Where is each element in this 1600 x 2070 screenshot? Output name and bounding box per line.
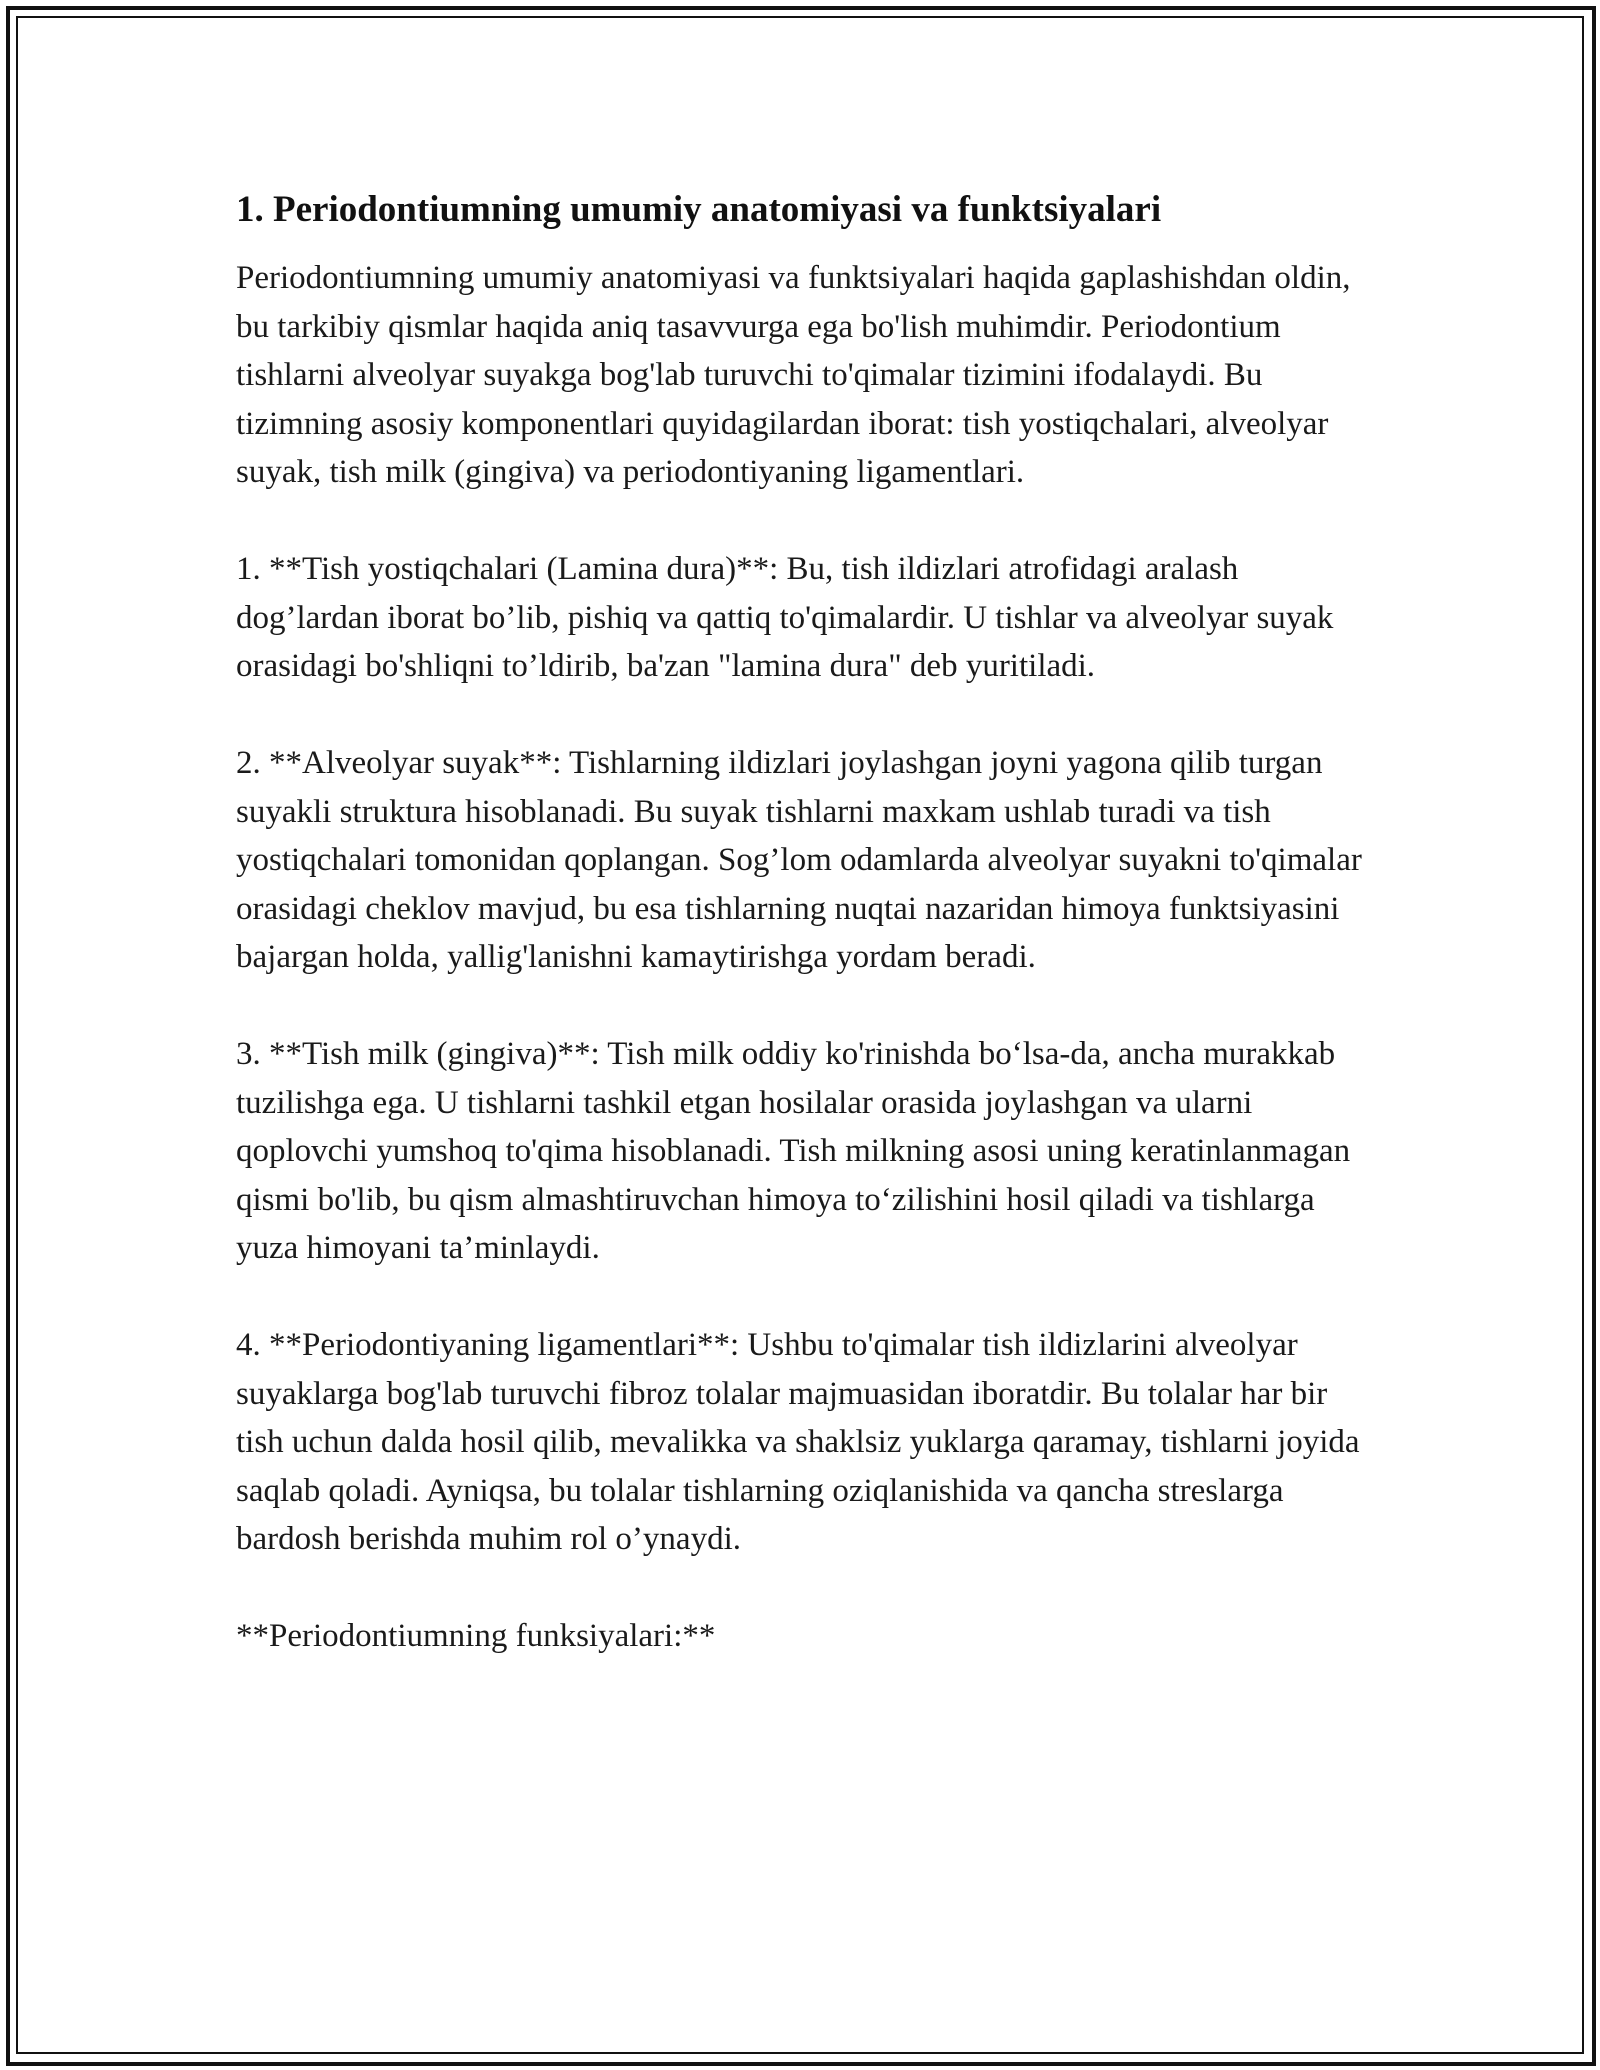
- paragraph-alveolar-bone: 2. **Alveolyar suyak**: Tishlarning ildizlari joylashgan joyni yagona qilib turgan suyakli struktura hisoblanadi. Bu suyak tishlarni maxkam ushlab turadi va tish yostiqchalari tomonidan qoplangan. Sog’lom odamlarda alveolyar suyakni to'qimalar orasidagi cheklov mavjud, bu esa tishlarning nuqtai nazaridan himoya funktsiyasini bajargan holda, yallig'lanishni kamaytirishga yordam beradi.: [236, 745, 1362, 975]
- section-heading: 1. Periodontiumning umumiy anatomiyasi va funktsiyalari: [236, 189, 1162, 230]
- intro-paragraph: Periodontiumning umumiy anatomiyasi va funktsiyalari haqida gaplashishdan oldin, bu tarkibiy qismlar haqida aniq tasavvurga ega bo'lish muhimdir. Periodontium tishlarni alveolyar suyakga bog'lab turuvchi to'qimalar tizimini ifodalaydi. Bu tizimning asosiy komponentlari quyidagilardan iborat: tish yostiqchalari, alveolyar suyak, tish milk (gingiva) va periodontiyaning ligamentlari.: [236, 260, 1351, 490]
- document-body: [236, 186, 1376, 1709]
- paragraph-ligaments: 4. **Periodontiyaning ligamentlari**: Ushbu to'qimalar tish ildizlarini alveolyar suyaklarga bog'lab turuvchi fibroz tolalar majmuasidan iboratdir. Bu tolalar har bir tish uchun dalda hosil qilib, mevalikka va shaklsiz yuklarga qaramay, tishlarni joyida saqlab qoladi. Ayniqsa, bu tolalar tishlarning oziqlanishida va qancha streslarga bardosh berishda muhim rol o’ynaydi.: [236, 1327, 1360, 1557]
- functions-subheading: **Periodontiumning funksiyalari:**: [236, 1618, 716, 1654]
- paragraph-gingiva: 3. **Tish milk (gingiva)**: Tish milk oddiy ko'rinishda bo‘lsa-da, ancha murakkab tuzilishga ega. U tishlarni tashkil etgan hosilalar orasida joylashgan va ularni qoplovchi yumshoq to'qima hisoblanadi. Tish milkning asosi uning keratinlanmagan qismi bo'lib, bu qism almashtiruvchan himoya to‘zilishini hosil qiladi va tishlarga yuza himoyani ta’minlaydi.: [236, 1036, 1351, 1266]
- paragraph-lamina-dura: 1. **Tish yostiqchalari (Lamina dura)**: Bu, tish ildizlari atrofidagi aralash dog’lardan iborat bo’lib, pishiq va qattiq to'qimalardir. U tishlar va alveolyar suyak orasidagi bo'shliqni to’ldirib, ba'zan "lamina dura" deb yuritiladi.: [236, 551, 1334, 684]
